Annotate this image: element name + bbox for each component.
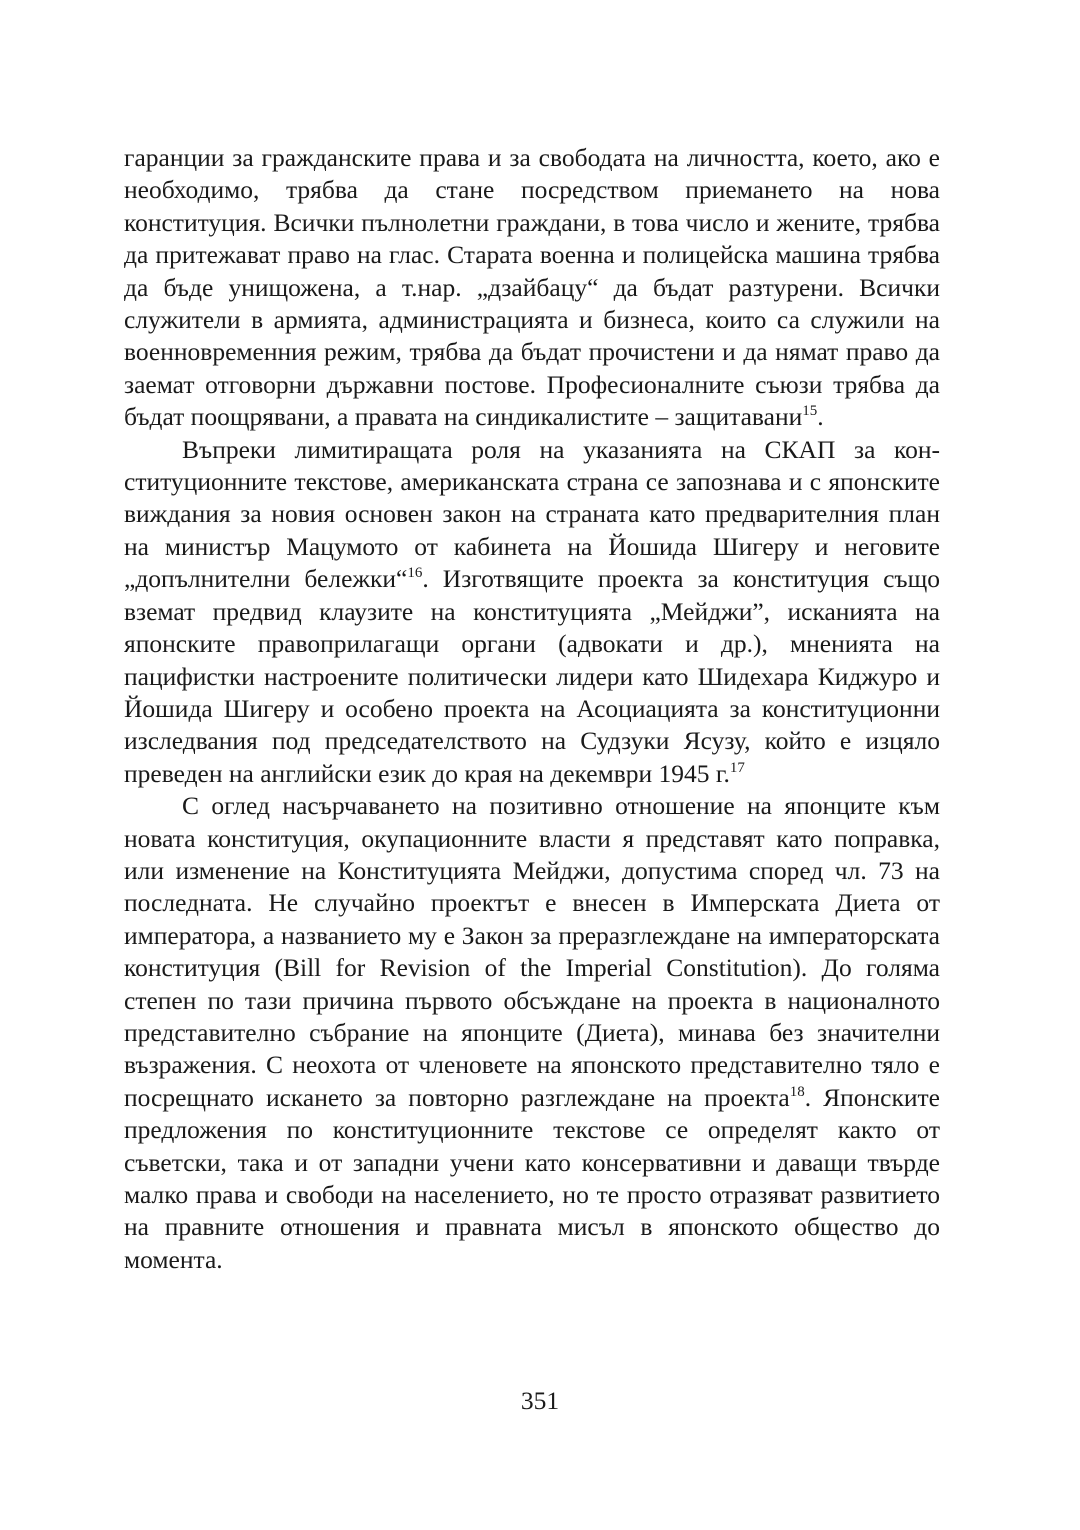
paragraph-3 <box>124 790 940 1276</box>
paragraph-2-text: Въпреки лимитиращата роля на указанията на СКАП за конституционните текстове, американската страна се запознава и с японските виждания за новия основен закон на страната като предварителния план на министър Мацумото от кабинета на Йошида Шигеру и неговите „допълнителни бележки“ <box>124 434 940 594</box>
footnote-ref-16[interactable]: 16 <box>407 565 423 582</box>
paragraph-1-text: гаранции за гражданските права и за свободата на личността, което, ако е необходимо, трябва да стане посредством приемането на нова конституция. Всички пълнолетни граждани, в това число и жените, трябва да притежават право на глас. Старата военна и полицейска машина трябва да бъде унищожена, а т.нар. „дзайбацу“ да бъдат разтурени. Всички служители в армията, администрацията и бизнеса, които са служили на военновременния режим, трябва да бъдат прочистени и да нямат право да заемат отговорни държавни постове. Професионалните съюзи трябва да бъдат поощрявани, а правата на синдикалистите – защитавани <box>124 143 940 432</box>
paragraph-2 <box>124 434 940 790</box>
page-number: 351 <box>520 1386 560 1415</box>
paragraph-2-continuation: . Изготвящите проекта за конституция също вземат предвид клаузите на конституцията „Мейджи”, исканията на японските правоприлагащи органи (адвокати и др.), мненията на пацифистки настроените политически лидери като Шидехара Киджуро и Йошида Шигеру и особено проекта на Асоциацията за конституционни изследвания под председателството на Судзуки Ясузу, който е изцяло преведен на английски език до края на декември 1945 г. <box>124 564 941 788</box>
paragraph-3-text: С оглед насърчаването на позитивно отношение на японците към новата конституция, окупационните власти я представят като поправка, или изменение на Конституцията Мейджи, допустима според чл. 73 на последната. Не случайно проектът е внесен в Имперската Диета от императора, а названието му е Закон за преразглеждане на императорската конституция (Bill for Revision of the Imperial Constitution). До голяма степен по тази причина първото обсъждане на проекта в националното представително събрание на японците (Диета), минава без значителни възражения. С неохота от членовете на японското представително тяло е посрещнато искането за повторно разглеждане на проекта <box>124 791 940 1112</box>
footnote-ref-15[interactable]: 15 <box>802 403 818 420</box>
footnote-ref-18[interactable]: 18 <box>789 1083 805 1100</box>
paragraph-3-continuation: . Японските предложения по конституционните текстове се определят както от съветски, така и от западни учени като консервативни и даващи твърде малко права и свободи на населението, но те просто отразяват развитието на правните отношения и правната мисъл в японското общество до момента. <box>124 1082 940 1274</box>
paragraph-1-end: . <box>817 402 824 432</box>
paragraph-1 <box>124 142 940 434</box>
document-body <box>124 142 940 1276</box>
footnote-ref-17[interactable]: 17 <box>729 759 745 776</box>
